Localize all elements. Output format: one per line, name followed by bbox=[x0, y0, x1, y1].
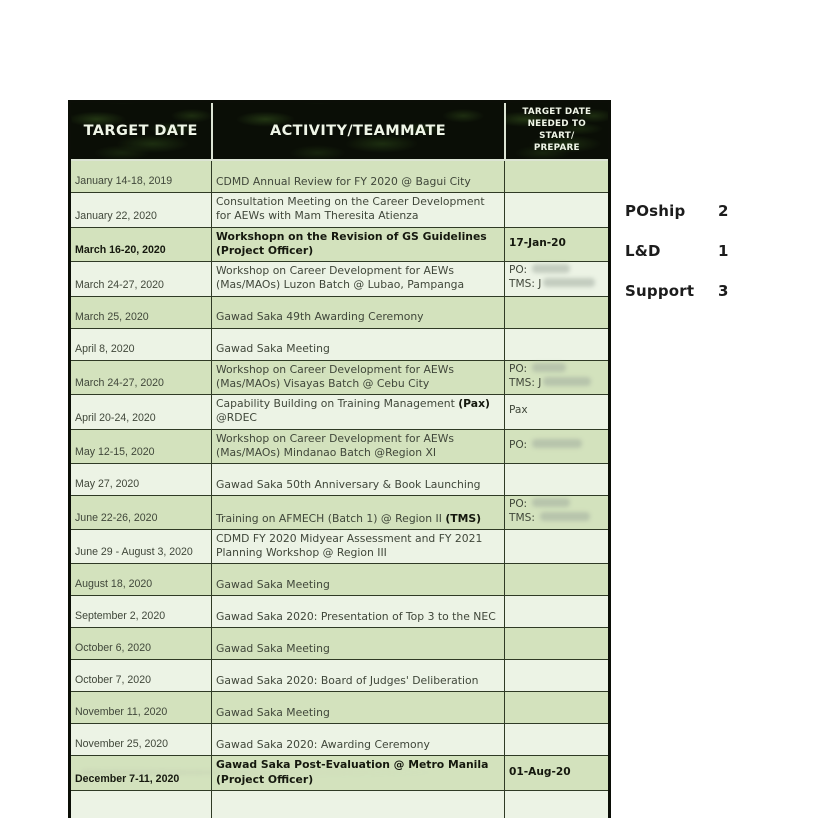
redacted-text bbox=[532, 264, 570, 273]
cell-text: Pax bbox=[509, 404, 528, 417]
legend-label: Support bbox=[625, 282, 695, 300]
cell-start-date bbox=[505, 756, 610, 791]
cell-target-date: June 22-26, 2020 bbox=[70, 496, 212, 530]
cell-target-date: April 8, 2020 bbox=[70, 328, 212, 360]
legend-label: POship bbox=[625, 202, 686, 220]
cell-activity bbox=[212, 262, 505, 297]
cell-text: PO: bbox=[509, 362, 531, 375]
cell-target-date: March 24-27, 2020 bbox=[70, 360, 212, 395]
cell-target-date: November 25, 2020 bbox=[70, 724, 212, 756]
redacted-text bbox=[543, 278, 595, 287]
table-row bbox=[70, 328, 610, 360]
col-header-activity-teammate: ACTIVITY/TEAMMATE bbox=[212, 102, 505, 161]
table-row bbox=[70, 564, 610, 596]
cell-activity bbox=[212, 496, 505, 530]
redacted-text bbox=[532, 498, 570, 507]
cell-target-date: September 2, 2020 bbox=[70, 596, 212, 628]
cell-start-date bbox=[505, 227, 610, 262]
cell-start-date bbox=[505, 296, 610, 328]
table-row bbox=[70, 296, 610, 328]
cell-activity bbox=[212, 360, 505, 395]
legend-label: L&D bbox=[625, 242, 661, 260]
cell-start-date bbox=[505, 464, 610, 496]
table-row bbox=[70, 724, 610, 756]
table-row bbox=[70, 193, 610, 228]
cell-text: Gawad Saka 2020: Board of Judges' Deliberation bbox=[216, 674, 479, 688]
legend-item bbox=[625, 242, 729, 260]
cell-target-date: March 16-20, 2020 bbox=[70, 227, 212, 262]
cell-activity bbox=[212, 660, 505, 692]
cell-text: Workshop on Career Development for AEWs (Mas/MAOs) Visayas Batch @ Cebu City bbox=[216, 362, 454, 390]
schedule-rows bbox=[70, 160, 610, 818]
cell-target-date bbox=[70, 790, 212, 818]
cell-activity bbox=[212, 596, 505, 628]
cell-text: Gawad Saka 2020: Awarding Ceremony bbox=[216, 738, 430, 752]
cell-activity bbox=[212, 395, 505, 430]
cell-activity bbox=[212, 790, 505, 818]
table-row bbox=[70, 160, 610, 193]
redacted-text bbox=[532, 439, 582, 448]
activity-schedule bbox=[68, 100, 611, 818]
table-row bbox=[70, 660, 610, 692]
col-header-start-prepare-lines: TARGET DATE NEEDED TO START/ PREPARE bbox=[522, 107, 592, 153]
cell-target-date: January 22, 2020 bbox=[70, 193, 212, 228]
cell-target-date: June 29 - August 3, 2020 bbox=[70, 529, 212, 564]
cell-target-date: April 20-24, 2020 bbox=[70, 395, 212, 430]
legend-item bbox=[625, 282, 729, 300]
cell-target-date: December 7-11, 2020 bbox=[70, 756, 212, 791]
cell-text: @RDEC bbox=[216, 411, 257, 425]
legend-item bbox=[625, 202, 729, 220]
cell-text: Gawad Saka 49th Awarding Ceremony bbox=[216, 310, 424, 324]
table-row bbox=[70, 395, 610, 430]
cell-start-date bbox=[505, 160, 610, 193]
cell-start-date bbox=[505, 395, 610, 430]
cell-text: PO: bbox=[509, 264, 531, 277]
scan-artifact bbox=[82, 770, 442, 775]
cell-activity bbox=[212, 628, 505, 660]
cell-text: Gawad Saka Post-Evaluation @ Metro Manila (Project Officer) bbox=[216, 758, 489, 786]
cell-text: Workshop on Career Development for AEWs (Mas/MAOs) Mindanao Batch @Region XI bbox=[216, 431, 454, 459]
redacted-text bbox=[543, 377, 591, 386]
cell-text: Training on AFMECH (Batch 1) @ Region II bbox=[216, 511, 446, 525]
cell-start-date bbox=[505, 360, 610, 395]
cell-text: (TMS) bbox=[445, 511, 482, 525]
cell-activity bbox=[212, 564, 505, 596]
table-row bbox=[70, 496, 610, 530]
cell-start-date bbox=[505, 724, 610, 756]
cell-start-date bbox=[505, 429, 610, 464]
cell-target-date: May 27, 2020 bbox=[70, 464, 212, 496]
cell-text: Workshop on Career Development for AEWs (Mas/MAOs) Luzon Batch @ Lubao, Pampanga bbox=[216, 264, 465, 292]
table-row bbox=[70, 227, 610, 262]
cell-text: CDMD FY 2020 Midyear Assessment and FY 2021 Planning Workshop @ Region III bbox=[216, 531, 483, 560]
col-header-start-prepare-date bbox=[505, 102, 610, 161]
cell-activity bbox=[212, 193, 505, 228]
cell-text: (Pax) bbox=[458, 397, 490, 410]
cell-activity bbox=[212, 429, 505, 464]
cell-text: Consultation Meeting on the Career Development for AEWs with Mam Theresita Atienza bbox=[216, 195, 485, 223]
table-row bbox=[70, 628, 610, 660]
cell-text: Gawad Saka Meeting bbox=[216, 578, 330, 592]
cell-activity bbox=[212, 160, 505, 193]
cell-text: Gawad Saka 50th Anniversary & Book Launching bbox=[216, 477, 481, 491]
legend-value: 3 bbox=[718, 282, 729, 300]
cell-text: TMS: J bbox=[509, 278, 542, 291]
cell-activity bbox=[212, 296, 505, 328]
cell-start-date bbox=[505, 596, 610, 628]
cell-start-date bbox=[505, 193, 610, 228]
cell-text: Gawad Saka Meeting bbox=[216, 642, 330, 656]
table-row bbox=[70, 596, 610, 628]
cell-text: TMS: bbox=[509, 511, 539, 524]
cell-activity bbox=[212, 724, 505, 756]
cell-activity bbox=[212, 692, 505, 724]
cell-activity bbox=[212, 227, 505, 262]
side-legend bbox=[625, 202, 729, 322]
cell-text: Gawad Saka Meeting bbox=[216, 342, 330, 356]
table-row bbox=[70, 790, 610, 818]
redacted-text bbox=[532, 363, 566, 372]
table-row bbox=[70, 529, 610, 564]
cell-target-date: October 7, 2020 bbox=[70, 660, 212, 692]
cell-text: PO: bbox=[509, 438, 531, 451]
cell-start-date bbox=[505, 262, 610, 297]
cell-target-date: November 11, 2020 bbox=[70, 692, 212, 724]
table-row bbox=[70, 429, 610, 464]
cell-text: Gawad Saka Meeting bbox=[216, 706, 330, 720]
table-row bbox=[70, 464, 610, 496]
cell-target-date: January 14-18, 2019 bbox=[70, 160, 212, 193]
table-row bbox=[70, 262, 610, 297]
cell-text: TMS: J bbox=[509, 376, 542, 389]
cell-target-date: March 25, 2020 bbox=[70, 296, 212, 328]
cell-target-date: October 6, 2020 bbox=[70, 628, 212, 660]
cell-activity bbox=[212, 529, 505, 564]
cell-text: Gawad Saka 2020: Presentation of Top 3 to the NEC bbox=[216, 610, 496, 624]
schedule-table bbox=[68, 100, 608, 818]
cell-start-date bbox=[505, 628, 610, 660]
cell-text: CDMD Annual Review for FY 2020 @ Bagui City bbox=[216, 174, 471, 188]
cell-text: Workshopn on the Revision of GS Guidelines (Project Officer) bbox=[216, 229, 487, 257]
cell-target-date: May 12-15, 2020 bbox=[70, 429, 212, 464]
cell-activity bbox=[212, 464, 505, 496]
cell-start-date bbox=[505, 529, 610, 564]
table-row bbox=[70, 692, 610, 724]
cell-target-date: March 24-27, 2020 bbox=[70, 262, 212, 297]
table-row bbox=[70, 360, 610, 395]
cell-activity bbox=[212, 328, 505, 360]
cell-target-date: August 18, 2020 bbox=[70, 564, 212, 596]
legend-value: 1 bbox=[718, 242, 729, 260]
cell-text: 01-Aug-20 bbox=[509, 765, 571, 778]
cell-start-date bbox=[505, 496, 610, 530]
cell-start-date bbox=[505, 660, 610, 692]
table-header bbox=[70, 102, 610, 161]
col-header-target-date: TARGET DATE bbox=[70, 102, 212, 161]
cell-start-date bbox=[505, 790, 610, 818]
redacted-text bbox=[540, 512, 590, 521]
cell-start-date bbox=[505, 564, 610, 596]
cell-text: 17-Jan-20 bbox=[509, 236, 566, 249]
cell-text: PO: bbox=[509, 498, 531, 510]
legend-value: 2 bbox=[718, 202, 729, 220]
cell-start-date bbox=[505, 328, 610, 360]
cell-start-date bbox=[505, 692, 610, 724]
cell-text: Capability Building on Training Management bbox=[216, 397, 459, 410]
